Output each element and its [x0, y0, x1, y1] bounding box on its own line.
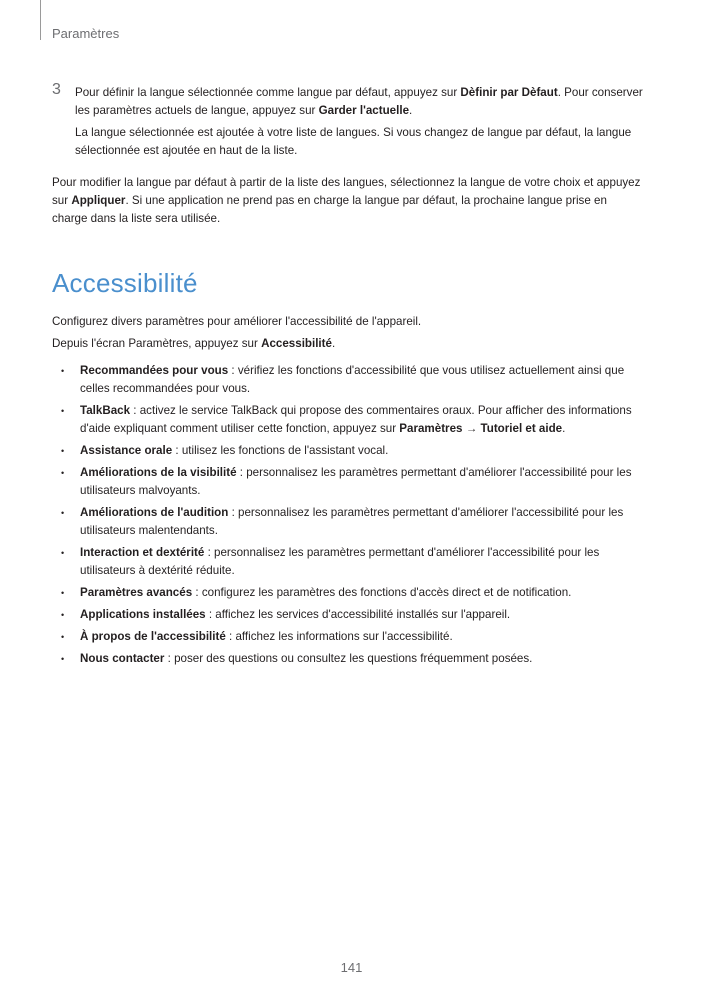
item-description: : personnalisez les paramètres permettant d'améliorer l'accessibilité pour les utilisateurs à dextérité réduite.: [80, 546, 600, 577]
item-term: Assistance orale: [80, 444, 173, 457]
list-item: [52, 628, 644, 646]
section-intro: [52, 313, 644, 357]
step-3: [52, 81, 644, 164]
text: .: [409, 104, 413, 117]
step-body: [75, 84, 644, 160]
item-term: Paramètres avancés: [80, 586, 193, 599]
list-item: [52, 650, 644, 668]
text: Pour définir la langue sélectionnée comme langue par défaut, appuyez sur: [75, 86, 461, 99]
item-term: Tutoriel et aide: [480, 422, 563, 435]
list-item: [52, 606, 644, 624]
text: . Si une application ne prend pas en charge la langue par défaut, la prochaine langue prise en charge dans la liste sera utilisée.: [52, 194, 607, 225]
set-default-label: Dèfinir par Dèfaut: [460, 86, 558, 99]
step-number: 3: [52, 81, 61, 98]
language-priority-paragraph: [52, 174, 644, 228]
list-item: [52, 584, 644, 602]
accessibility-label: Accessibilité: [261, 337, 332, 350]
item-description: : utilisez les fonctions de l'assistant vocal.: [172, 444, 389, 457]
item-term: Améliorations de l'audition: [80, 506, 229, 519]
text: .: [562, 422, 566, 435]
keep-current-label: Garder l'actuelle: [318, 104, 410, 117]
step-note: La langue sélectionnée est ajoutée à votre liste de langues. Si vous changez de langue par défaut, la langue sélectionnée est ajoutée en haut de la liste.: [75, 126, 632, 157]
running-header: Paramètres: [52, 26, 120, 41]
item-term: Paramètres: [399, 422, 463, 435]
header-rule: [40, 0, 41, 40]
apply-label: Appliquer: [71, 194, 126, 207]
list-item: [52, 464, 644, 500]
item-term: Nous contacter: [80, 652, 165, 665]
text: Depuis l'écran Paramètres, appuyez sur: [52, 337, 262, 350]
list-item: [52, 362, 644, 398]
item-description: : personnalisez les paramètres permettant d'améliorer l'accessibilité pour les utilisateurs malvoyants.: [80, 466, 632, 497]
item-term: À propos de l'accessibilité: [80, 630, 226, 643]
list-item: [52, 402, 644, 438]
section-instruction: [52, 335, 644, 353]
item-description: : vérifiez les fonctions d'accessibilité que vous utilisez actuellement ainsi que celles recommandées pour vous.: [80, 364, 625, 395]
item-term: TalkBack: [80, 404, 131, 417]
item-description: : configurez les paramètres des fonctions d'accès direct et de notification.: [192, 586, 572, 599]
item-description: : personnalisez les paramètres permettant d'améliorer l'accessibilité pour les utilisateurs malentendants.: [80, 506, 624, 537]
item-description: : poser des questions ou consultez les questions fréquemment posées.: [164, 652, 533, 665]
item-term: Interaction et dextérité: [80, 546, 205, 559]
item-term: Recommandées pour vous: [80, 364, 229, 377]
page-number: 141: [340, 960, 363, 975]
item-description: : activez le service TalkBack qui propose des commentaires oraux. Pour afficher des informations d'aide expliquant comment utiliser cette fonction, appuyez sur: [80, 404, 632, 435]
accessibility-options-list: [52, 362, 644, 672]
item-term: Applications installées: [80, 608, 206, 621]
arrow: →: [462, 422, 481, 435]
text: Pour modifier la langue par défaut à partir de la liste des langues, sélectionnez la langue de votre choix et appuyez sur: [52, 176, 641, 207]
list-item: [52, 442, 644, 460]
item-description: : affichez les informations sur l'accessibilité.: [225, 630, 453, 643]
step-paragraph: [75, 84, 644, 120]
item-description: : affichez les services d'accessibilité installés sur l'appareil.: [205, 608, 511, 621]
section-title: Accessibilité: [52, 268, 198, 298]
list-item: [52, 544, 644, 580]
text: .: [331, 337, 336, 350]
item-term: Améliorations de la visibilité: [80, 466, 237, 479]
section-description: Configurez divers paramètres pour améliorer l'accessibilité de l'appareil.: [52, 315, 422, 328]
text: . Pour conserver les paramètres actuels de langue, appuyez sur: [75, 86, 643, 117]
list-item: [52, 504, 644, 540]
